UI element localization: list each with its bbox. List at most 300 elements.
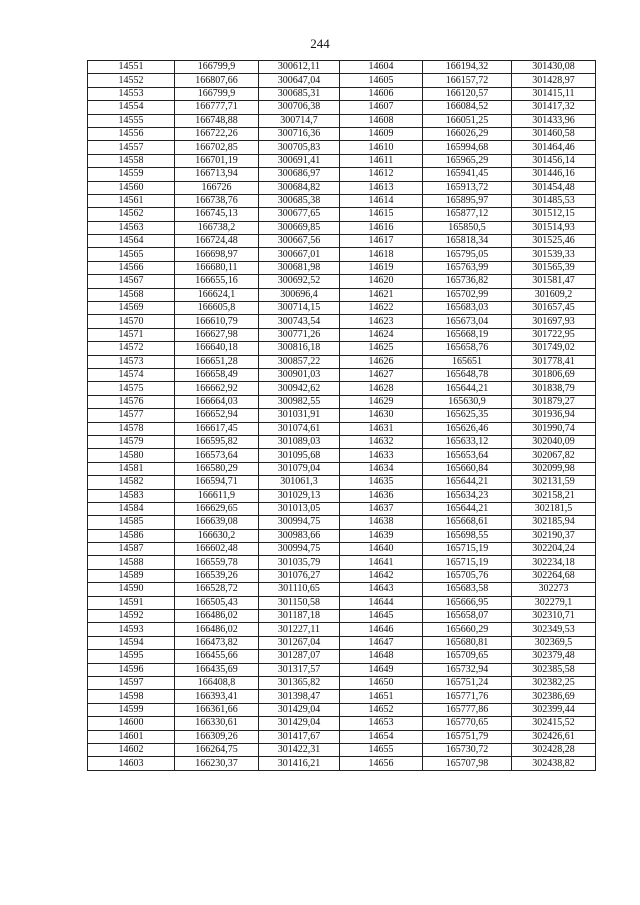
y-coordinate-cell: 301879,27 [512,395,596,408]
x-coordinate-cell: 166748,88 [175,114,259,127]
point-number-cell: 14646 [340,623,423,636]
x-coordinate-cell: 166655,16 [175,275,259,288]
x-coordinate-cell: 165666,95 [423,596,512,609]
table-row [88,743,596,756]
y-coordinate-cell: 301514,93 [512,221,596,234]
table-row [88,757,596,770]
y-coordinate-cell: 301446,16 [512,168,596,181]
x-coordinate-cell: 166726 [175,181,259,194]
y-coordinate-cell: 302158,21 [512,489,596,502]
y-coordinate-cell: 301398,47 [259,690,340,703]
point-number-cell: 14560 [88,181,175,194]
table-row [88,221,596,234]
x-coordinate-cell: 166528,72 [175,583,259,596]
point-number-cell: 14601 [88,730,175,743]
y-coordinate-cell: 301089,03 [259,435,340,448]
y-coordinate-cell: 301778,41 [512,355,596,368]
x-coordinate-cell: 165965,29 [423,154,512,167]
x-coordinate-cell: 166051,25 [423,114,512,127]
table-row [88,302,596,315]
y-coordinate-cell: 301838,79 [512,382,596,395]
x-coordinate-cell: 166573,64 [175,449,259,462]
point-number-cell: 14655 [340,743,423,756]
table-row [88,650,596,663]
point-number-cell: 14592 [88,610,175,623]
point-number-cell: 14593 [88,623,175,636]
x-coordinate-cell: 166435,69 [175,663,259,676]
point-number-cell: 14622 [340,302,423,315]
point-number-cell: 14650 [340,676,423,689]
point-number-cell: 14583 [88,489,175,502]
point-number-cell: 14638 [340,516,423,529]
point-number-cell: 14616 [340,221,423,234]
y-coordinate-cell: 300716,36 [259,127,340,140]
x-coordinate-cell: 166664,03 [175,395,259,408]
table-row [88,248,596,261]
point-number-cell: 14578 [88,422,175,435]
x-coordinate-cell: 165658,07 [423,610,512,623]
y-coordinate-cell: 301512,15 [512,208,596,221]
point-number-cell: 14563 [88,221,175,234]
point-number-cell: 14627 [340,368,423,381]
point-number-cell: 14562 [88,208,175,221]
x-coordinate-cell: 166026,29 [423,127,512,140]
point-number-cell: 14591 [88,596,175,609]
x-coordinate-cell: 165702,99 [423,288,512,301]
x-coordinate-cell: 166629,65 [175,502,259,515]
x-coordinate-cell: 165715,19 [423,543,512,556]
x-coordinate-cell: 166722,26 [175,127,259,140]
x-coordinate-cell: 165653,64 [423,449,512,462]
x-coordinate-cell: 165680,81 [423,636,512,649]
x-coordinate-cell: 165644,21 [423,476,512,489]
point-number-cell: 14612 [340,168,423,181]
point-number-cell: 14632 [340,435,423,448]
y-coordinate-cell: 301433,96 [512,114,596,127]
point-number-cell: 14567 [88,275,175,288]
point-number-cell: 14571 [88,328,175,341]
y-coordinate-cell: 300685,31 [259,87,340,100]
x-coordinate-cell: 165633,12 [423,435,512,448]
x-coordinate-cell: 166713,94 [175,168,259,181]
y-coordinate-cell: 301936,94 [512,409,596,422]
x-coordinate-cell: 165634,23 [423,489,512,502]
table-row [88,449,596,462]
x-coordinate-cell: 165668,61 [423,516,512,529]
y-coordinate-cell: 301417,32 [512,101,596,114]
point-number-cell: 14561 [88,194,175,207]
point-number-cell: 14625 [340,342,423,355]
table-row [88,194,596,207]
table-row [88,556,596,569]
point-number-cell: 14654 [340,730,423,743]
x-coordinate-cell: 165818,34 [423,235,512,248]
point-number-cell: 14610 [340,141,423,154]
x-coordinate-cell: 165895,97 [423,194,512,207]
point-number-cell: 14640 [340,543,423,556]
y-coordinate-cell: 300681,98 [259,261,340,274]
point-number-cell: 14647 [340,636,423,649]
y-coordinate-cell: 302264,68 [512,569,596,582]
y-coordinate-cell: 300684,82 [259,181,340,194]
table-row [88,61,596,74]
x-coordinate-cell: 165683,03 [423,302,512,315]
x-coordinate-cell: 166738,2 [175,221,259,234]
y-coordinate-cell: 300994,75 [259,516,340,529]
y-coordinate-cell: 300696,4 [259,288,340,301]
table-row [88,114,596,127]
y-coordinate-cell: 302428,28 [512,743,596,756]
table-row [88,127,596,140]
x-coordinate-cell: 166680,11 [175,261,259,274]
x-coordinate-cell: 165707,98 [423,757,512,770]
y-coordinate-cell: 302369,5 [512,636,596,649]
table-row [88,476,596,489]
point-number-cell: 14565 [88,248,175,261]
point-number-cell: 14579 [88,435,175,448]
y-coordinate-cell: 301428,97 [512,74,596,87]
x-coordinate-cell: 165630,9 [423,395,512,408]
point-number-cell: 14587 [88,543,175,556]
y-coordinate-cell: 301456,14 [512,154,596,167]
table-row [88,489,596,502]
y-coordinate-cell: 301749,02 [512,342,596,355]
point-number-cell: 14606 [340,87,423,100]
x-coordinate-cell: 165644,21 [423,382,512,395]
y-coordinate-cell: 300743,54 [259,315,340,328]
y-coordinate-cell: 300691,41 [259,154,340,167]
y-coordinate-cell: 302415,52 [512,717,596,730]
y-coordinate-cell: 300685,38 [259,194,340,207]
y-coordinate-cell: 301061,3 [259,476,340,489]
point-number-cell: 14559 [88,168,175,181]
table-row [88,395,596,408]
y-coordinate-cell: 301079,04 [259,462,340,475]
x-coordinate-cell: 165644,21 [423,502,512,515]
y-coordinate-cell: 301150,58 [259,596,340,609]
x-coordinate-cell: 166264,75 [175,743,259,756]
x-coordinate-cell: 165770,65 [423,717,512,730]
x-coordinate-cell: 166330,61 [175,717,259,730]
y-coordinate-cell: 301029,13 [259,489,340,502]
table-row [88,623,596,636]
point-number-cell: 14618 [340,248,423,261]
point-number-cell: 14641 [340,556,423,569]
y-coordinate-cell: 302310,71 [512,610,596,623]
x-coordinate-cell: 165709,65 [423,650,512,663]
table-row [88,569,596,582]
x-coordinate-cell: 165763,99 [423,261,512,274]
point-number-cell: 14595 [88,650,175,663]
table-row [88,730,596,743]
point-number-cell: 14648 [340,650,423,663]
point-number-cell: 14639 [340,529,423,542]
x-coordinate-cell: 166309,26 [175,730,259,743]
y-coordinate-cell: 300612,11 [259,61,340,74]
point-number-cell: 14553 [88,87,175,100]
point-number-cell: 14621 [340,288,423,301]
y-coordinate-cell: 301581,47 [512,275,596,288]
point-number-cell: 14554 [88,101,175,114]
point-number-cell: 14557 [88,141,175,154]
x-coordinate-cell: 166361,66 [175,703,259,716]
coordinates-table-body [88,61,596,771]
y-coordinate-cell: 300983,66 [259,529,340,542]
table-row [88,288,596,301]
table-row [88,154,596,167]
table-row [88,663,596,676]
point-number-cell: 14615 [340,208,423,221]
x-coordinate-cell: 166617,45 [175,422,259,435]
point-number-cell: 14596 [88,663,175,676]
x-coordinate-cell: 165660,84 [423,462,512,475]
table-row [88,342,596,355]
y-coordinate-cell: 301013,05 [259,502,340,515]
point-number-cell: 14624 [340,328,423,341]
y-coordinate-cell: 300692,52 [259,275,340,288]
table-row [88,516,596,529]
table-row [88,583,596,596]
table-row [88,141,596,154]
y-coordinate-cell: 300669,85 [259,221,340,234]
x-coordinate-cell: 165673,04 [423,315,512,328]
y-coordinate-cell: 301095,68 [259,449,340,462]
x-coordinate-cell: 165668,19 [423,328,512,341]
x-coordinate-cell: 165660,29 [423,623,512,636]
x-coordinate-cell: 166611,9 [175,489,259,502]
point-number-cell: 14594 [88,636,175,649]
x-coordinate-cell: 165732,94 [423,663,512,676]
y-coordinate-cell: 301416,21 [259,757,340,770]
x-coordinate-cell: 165751,24 [423,676,512,689]
x-coordinate-cell: 166651,28 [175,355,259,368]
point-number-cell: 14603 [88,757,175,770]
y-coordinate-cell: 301539,33 [512,248,596,261]
x-coordinate-cell: 166580,29 [175,462,259,475]
x-coordinate-cell: 166799,9 [175,87,259,100]
x-coordinate-cell: 165913,72 [423,181,512,194]
y-coordinate-cell: 300686,97 [259,168,340,181]
x-coordinate-cell: 165941,45 [423,168,512,181]
x-coordinate-cell: 166230,37 [175,757,259,770]
page-number: 244 [310,36,330,51]
point-number-cell: 14608 [340,114,423,127]
y-coordinate-cell: 301460,58 [512,127,596,140]
table-row [88,168,596,181]
point-number-cell: 14558 [88,154,175,167]
point-number-cell: 14576 [88,395,175,408]
x-coordinate-cell: 165683,58 [423,583,512,596]
table-row [88,328,596,341]
table-row [88,690,596,703]
point-number-cell: 14584 [88,502,175,515]
y-coordinate-cell: 302131,59 [512,476,596,489]
table-row [88,74,596,87]
y-coordinate-cell: 301110,65 [259,583,340,596]
x-coordinate-cell: 166738,76 [175,194,259,207]
y-coordinate-cell: 301035,79 [259,556,340,569]
x-coordinate-cell: 165715,19 [423,556,512,569]
y-coordinate-cell: 301417,67 [259,730,340,743]
y-coordinate-cell: 302190,37 [512,529,596,542]
point-number-cell: 14556 [88,127,175,140]
y-coordinate-cell: 302438,82 [512,757,596,770]
x-coordinate-cell: 165730,72 [423,743,512,756]
coordinates-table [87,60,596,771]
x-coordinate-cell: 166594,71 [175,476,259,489]
y-coordinate-cell: 302204,24 [512,543,596,556]
x-coordinate-cell: 166639,08 [175,516,259,529]
point-number-cell: 14568 [88,288,175,301]
y-coordinate-cell: 302185,94 [512,516,596,529]
x-coordinate-cell: 166602,48 [175,543,259,556]
point-number-cell: 14623 [340,315,423,328]
x-coordinate-cell: 166624,1 [175,288,259,301]
y-coordinate-cell: 300647,04 [259,74,340,87]
point-number-cell: 14653 [340,717,423,730]
x-coordinate-cell: 166630,2 [175,529,259,542]
y-coordinate-cell: 301464,46 [512,141,596,154]
y-coordinate-cell: 302099,98 [512,462,596,475]
point-number-cell: 14597 [88,676,175,689]
x-coordinate-cell: 166505,43 [175,596,259,609]
x-coordinate-cell: 165658,76 [423,342,512,355]
y-coordinate-cell: 300994,75 [259,543,340,556]
y-coordinate-cell: 301806,69 [512,368,596,381]
point-number-cell: 14586 [88,529,175,542]
x-coordinate-cell: 166610,79 [175,315,259,328]
point-number-cell: 14564 [88,235,175,248]
point-number-cell: 14629 [340,395,423,408]
y-coordinate-cell: 302273 [512,583,596,596]
y-coordinate-cell: 301031,91 [259,409,340,422]
x-coordinate-cell: 165698,55 [423,529,512,542]
point-number-cell: 14609 [340,127,423,140]
y-coordinate-cell: 301287,07 [259,650,340,663]
point-number-cell: 14580 [88,449,175,462]
point-number-cell: 14589 [88,569,175,582]
y-coordinate-cell: 301697,93 [512,315,596,328]
y-coordinate-cell: 302234,18 [512,556,596,569]
y-coordinate-cell: 301317,57 [259,663,340,676]
table-row [88,208,596,221]
table-row [88,462,596,475]
point-number-cell: 14555 [88,114,175,127]
x-coordinate-cell: 165877,12 [423,208,512,221]
y-coordinate-cell: 302067,82 [512,449,596,462]
y-coordinate-cell: 301365,82 [259,676,340,689]
point-number-cell: 14643 [340,583,423,596]
y-coordinate-cell: 301429,04 [259,717,340,730]
x-coordinate-cell: 166605,8 [175,302,259,315]
x-coordinate-cell: 166627,98 [175,328,259,341]
y-coordinate-cell: 302399,44 [512,703,596,716]
x-coordinate-cell: 166595,82 [175,435,259,448]
table-row [88,636,596,649]
x-coordinate-cell: 166658,49 [175,368,259,381]
point-number-cell: 14614 [340,194,423,207]
point-number-cell: 14588 [88,556,175,569]
y-coordinate-cell: 300714,7 [259,114,340,127]
point-number-cell: 14602 [88,743,175,756]
x-coordinate-cell: 166640,18 [175,342,259,355]
y-coordinate-cell: 300677,65 [259,208,340,221]
point-number-cell: 14649 [340,663,423,676]
point-number-cell: 14566 [88,261,175,274]
point-number-cell: 14604 [340,61,423,74]
point-number-cell: 14635 [340,476,423,489]
point-number-cell: 14656 [340,757,423,770]
table-row [88,596,596,609]
x-coordinate-cell: 165625,35 [423,409,512,422]
table-row [88,543,596,556]
point-number-cell: 14574 [88,368,175,381]
y-coordinate-cell: 301422,31 [259,743,340,756]
y-coordinate-cell: 301565,39 [512,261,596,274]
y-coordinate-cell: 300901,03 [259,368,340,381]
point-number-cell: 14572 [88,342,175,355]
x-coordinate-cell: 166486,02 [175,610,259,623]
y-coordinate-cell: 301076,27 [259,569,340,582]
x-coordinate-cell: 165771,76 [423,690,512,703]
table-row [88,610,596,623]
x-coordinate-cell: 166393,41 [175,690,259,703]
y-coordinate-cell: 302181,5 [512,502,596,515]
point-number-cell: 14631 [340,422,423,435]
point-number-cell: 14637 [340,502,423,515]
point-number-cell: 14644 [340,596,423,609]
y-coordinate-cell: 302426,61 [512,730,596,743]
point-number-cell: 14551 [88,61,175,74]
point-number-cell: 14636 [340,489,423,502]
x-coordinate-cell: 166777,71 [175,101,259,114]
y-coordinate-cell: 301415,11 [512,87,596,100]
x-coordinate-cell: 166652,94 [175,409,259,422]
point-number-cell: 14585 [88,516,175,529]
point-number-cell: 14611 [340,154,423,167]
point-number-cell: 14573 [88,355,175,368]
x-coordinate-cell: 166662,92 [175,382,259,395]
table-row [88,529,596,542]
y-coordinate-cell: 300942,62 [259,382,340,395]
point-number-cell: 14599 [88,703,175,716]
x-coordinate-cell: 166455,66 [175,650,259,663]
x-coordinate-cell: 165648,78 [423,368,512,381]
x-coordinate-cell: 165994,68 [423,141,512,154]
y-coordinate-cell: 302385,58 [512,663,596,676]
table-row [88,676,596,689]
point-number-cell: 14613 [340,181,423,194]
point-number-cell: 14581 [88,462,175,475]
point-number-cell: 14619 [340,261,423,274]
x-coordinate-cell: 166807,66 [175,74,259,87]
y-coordinate-cell: 300816,18 [259,342,340,355]
table-row [88,181,596,194]
table-row [88,703,596,716]
table-row [88,87,596,100]
x-coordinate-cell: 166486,02 [175,623,259,636]
table-row [88,315,596,328]
y-coordinate-cell: 301485,53 [512,194,596,207]
y-coordinate-cell: 302386,69 [512,690,596,703]
point-number-cell: 14617 [340,235,423,248]
point-number-cell: 14575 [88,382,175,395]
y-coordinate-cell: 300982,55 [259,395,340,408]
x-coordinate-cell: 166702,85 [175,141,259,154]
x-coordinate-cell: 165795,05 [423,248,512,261]
table-row [88,275,596,288]
table-row [88,502,596,515]
